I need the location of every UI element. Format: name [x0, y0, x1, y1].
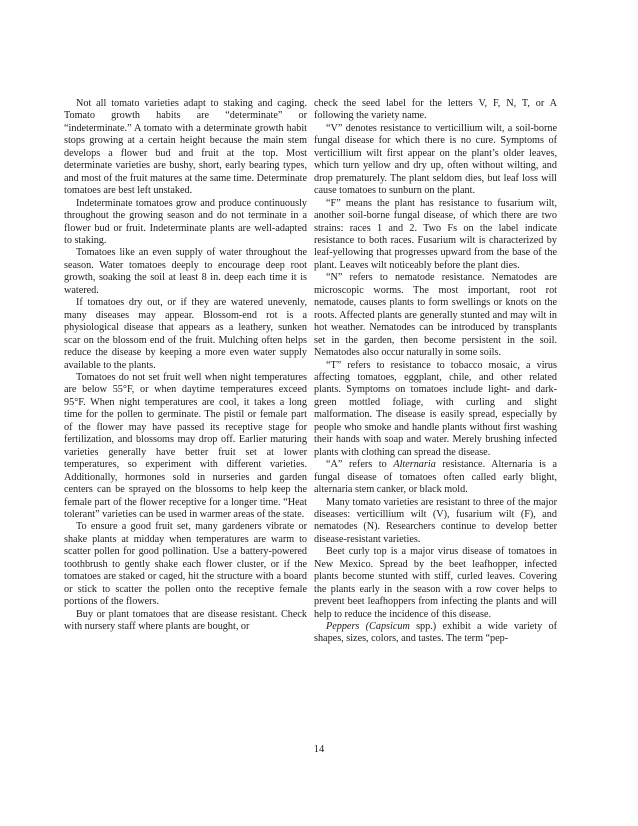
- paragraph: [314, 459, 557, 496]
- right-column: [314, 98, 557, 646]
- paragraph: Beet curly top is a major virus disease of tomatoes in New Mexico. Spread by the beet leafhopper, infected plants become stunted with stiff, curled leaves. Covering the plants early in the season with a row cover helps to prevent beet leafhoppers from infecting the plants and will help to reduce the incidence of this disease.: [314, 546, 557, 620]
- left-column: [64, 98, 307, 633]
- paragraph-text: spp.) exhibit a wide variety of shapes, sizes, colors, and tastes. The term “pep-: [314, 621, 557, 645]
- paragraph: Not all tomato varieties adapt to staking and caging. Tomato growth habits are “determinate” or “indeterminate.” A tomato with a determinate growth habit stops growing at a certain height because the main stem develops a flower bud and fruit at the top. Most determinate varieties are bushy, short, early bearing types, and most of the fruit matures at the same time. Determinate tomatoes are best left unstaked.: [64, 98, 307, 197]
- paragraph-text: resistance. Alternaria is a fungal disease of tomatoes often called early blight, alternaria stem canker, or black mold.: [314, 459, 557, 496]
- paragraph: Tomatoes like an even supply of water throughout the season. Water tomatoes deeply to encourage deep root growth, soaking the soil at least 8 in. deep each time it is watered.: [64, 247, 307, 296]
- paragraph: Indeterminate tomatoes grow and produce continuously throughout the growing season and do not terminate in a flower bud or fruit. Indeterminate plants are well-adapted to staking.: [64, 197, 307, 246]
- italic-term: Alternaria: [393, 459, 436, 471]
- paragraph: “N” refers to nematode resistance. Nematodes are microscopic worms. The most important, root rot nematode, causes plants to form swellings or knots on the roots. Affected plants are generally stunted and may wilt in hot weather. Nematodes can be introduced by transplants set in the garden, then become persistent in the soil. Nematodes also occur naturally in some soils.: [314, 272, 557, 359]
- paragraph: Many tomato varieties are resistant to three of the major diseases: verticillium wilt (V), fusarium wilt (F), and nematodes (N). Researchers continue to develop better disease-resistant varieties.: [314, 496, 557, 545]
- paragraph: If tomatoes dry out, or if they are watered unevenly, many diseases may appear. Blossom-end rot is a physiological disease that appears as a leathery, sunken scar on the blossom end of the fruit. Mulching often helps reduce the disease by keeping a more even water supply available to the plants.: [64, 297, 307, 371]
- paragraph: “F” means the plant has resistance to fusarium wilt, another soil-borne fungal disease, of which there are two strains: races 1 and 2. Two Fs on the label indicate resistance to both races. Fusarium wilt is characterized by leaf-yellowing that progresses upward from the base of the plant. Leaves wilt noticeably before the plant dies.: [314, 197, 557, 271]
- paragraph: To ensure a good fruit set, many gardeners vibrate or shake plants at midday when temperatures are warm to scatter pollen for good pollination. Use a battery-powered toothbrush to gently shake each flower cluster, or if the tomatoes are staked or caged, hit the structure with a board or stick to scatter the pollen onto the receptive female portions of the flowers.: [64, 521, 307, 608]
- page-number: 14: [313, 744, 325, 755]
- italic-term: Peppers (Capsicum: [326, 621, 410, 633]
- paragraph: “T” refers to resistance to tobacco mosaic, a virus affecting tomatoes, eggplant, chile, and other related plants. Symptoms on tomatoes include light- and dark-green mottled foliage, with curling and slight malformation. The disease is easily spread, especially by people who smoke and handle plants without first washing their hands with soap and water. Merely brushing infected plants with clothing can spread the disease.: [314, 359, 557, 458]
- paragraph: Buy or plant tomatoes that are disease resistant. Check with nursery staff where plants are bought, or: [64, 608, 307, 633]
- paragraph-text: “A” refers to: [326, 459, 394, 471]
- paragraph: check the seed label for the letters V, F, N, T, or A following the variety name.: [314, 98, 557, 122]
- paragraph: “V” denotes resistance to verticillium wilt, a soil-borne fungal disease for which there is no cure. Symptoms of verticillium wilt first appear on the plant’s older leaves, which turn yellow and dry up, often without wilting, and drop prematurely. The plant seldom dies, but leaf loss will cause tomatoes to sunburn on the plant.: [314, 122, 557, 197]
- paragraph: Tomatoes do not set fruit well when night temperatures are below 55°F, or when daytime temperatures exceed 95°F. When night temperatures are cool, it takes a long time for the pollen to germinate. The pistil or female part of the flower may have passed its receptive stage for fertilization, and blossoms may drop off. Earlier maturing varieties generally have better fruit set at lower temperatures, so experiment with different varieties. Additionally, hormones sold in nurseries and garden centers can be sprayed on the blossoms to help keep the female part of the flower receptive for a longer time. “Heat tolerant” varieties can be used in warmer areas of the state.: [64, 371, 307, 520]
- paragraph: [314, 621, 557, 646]
